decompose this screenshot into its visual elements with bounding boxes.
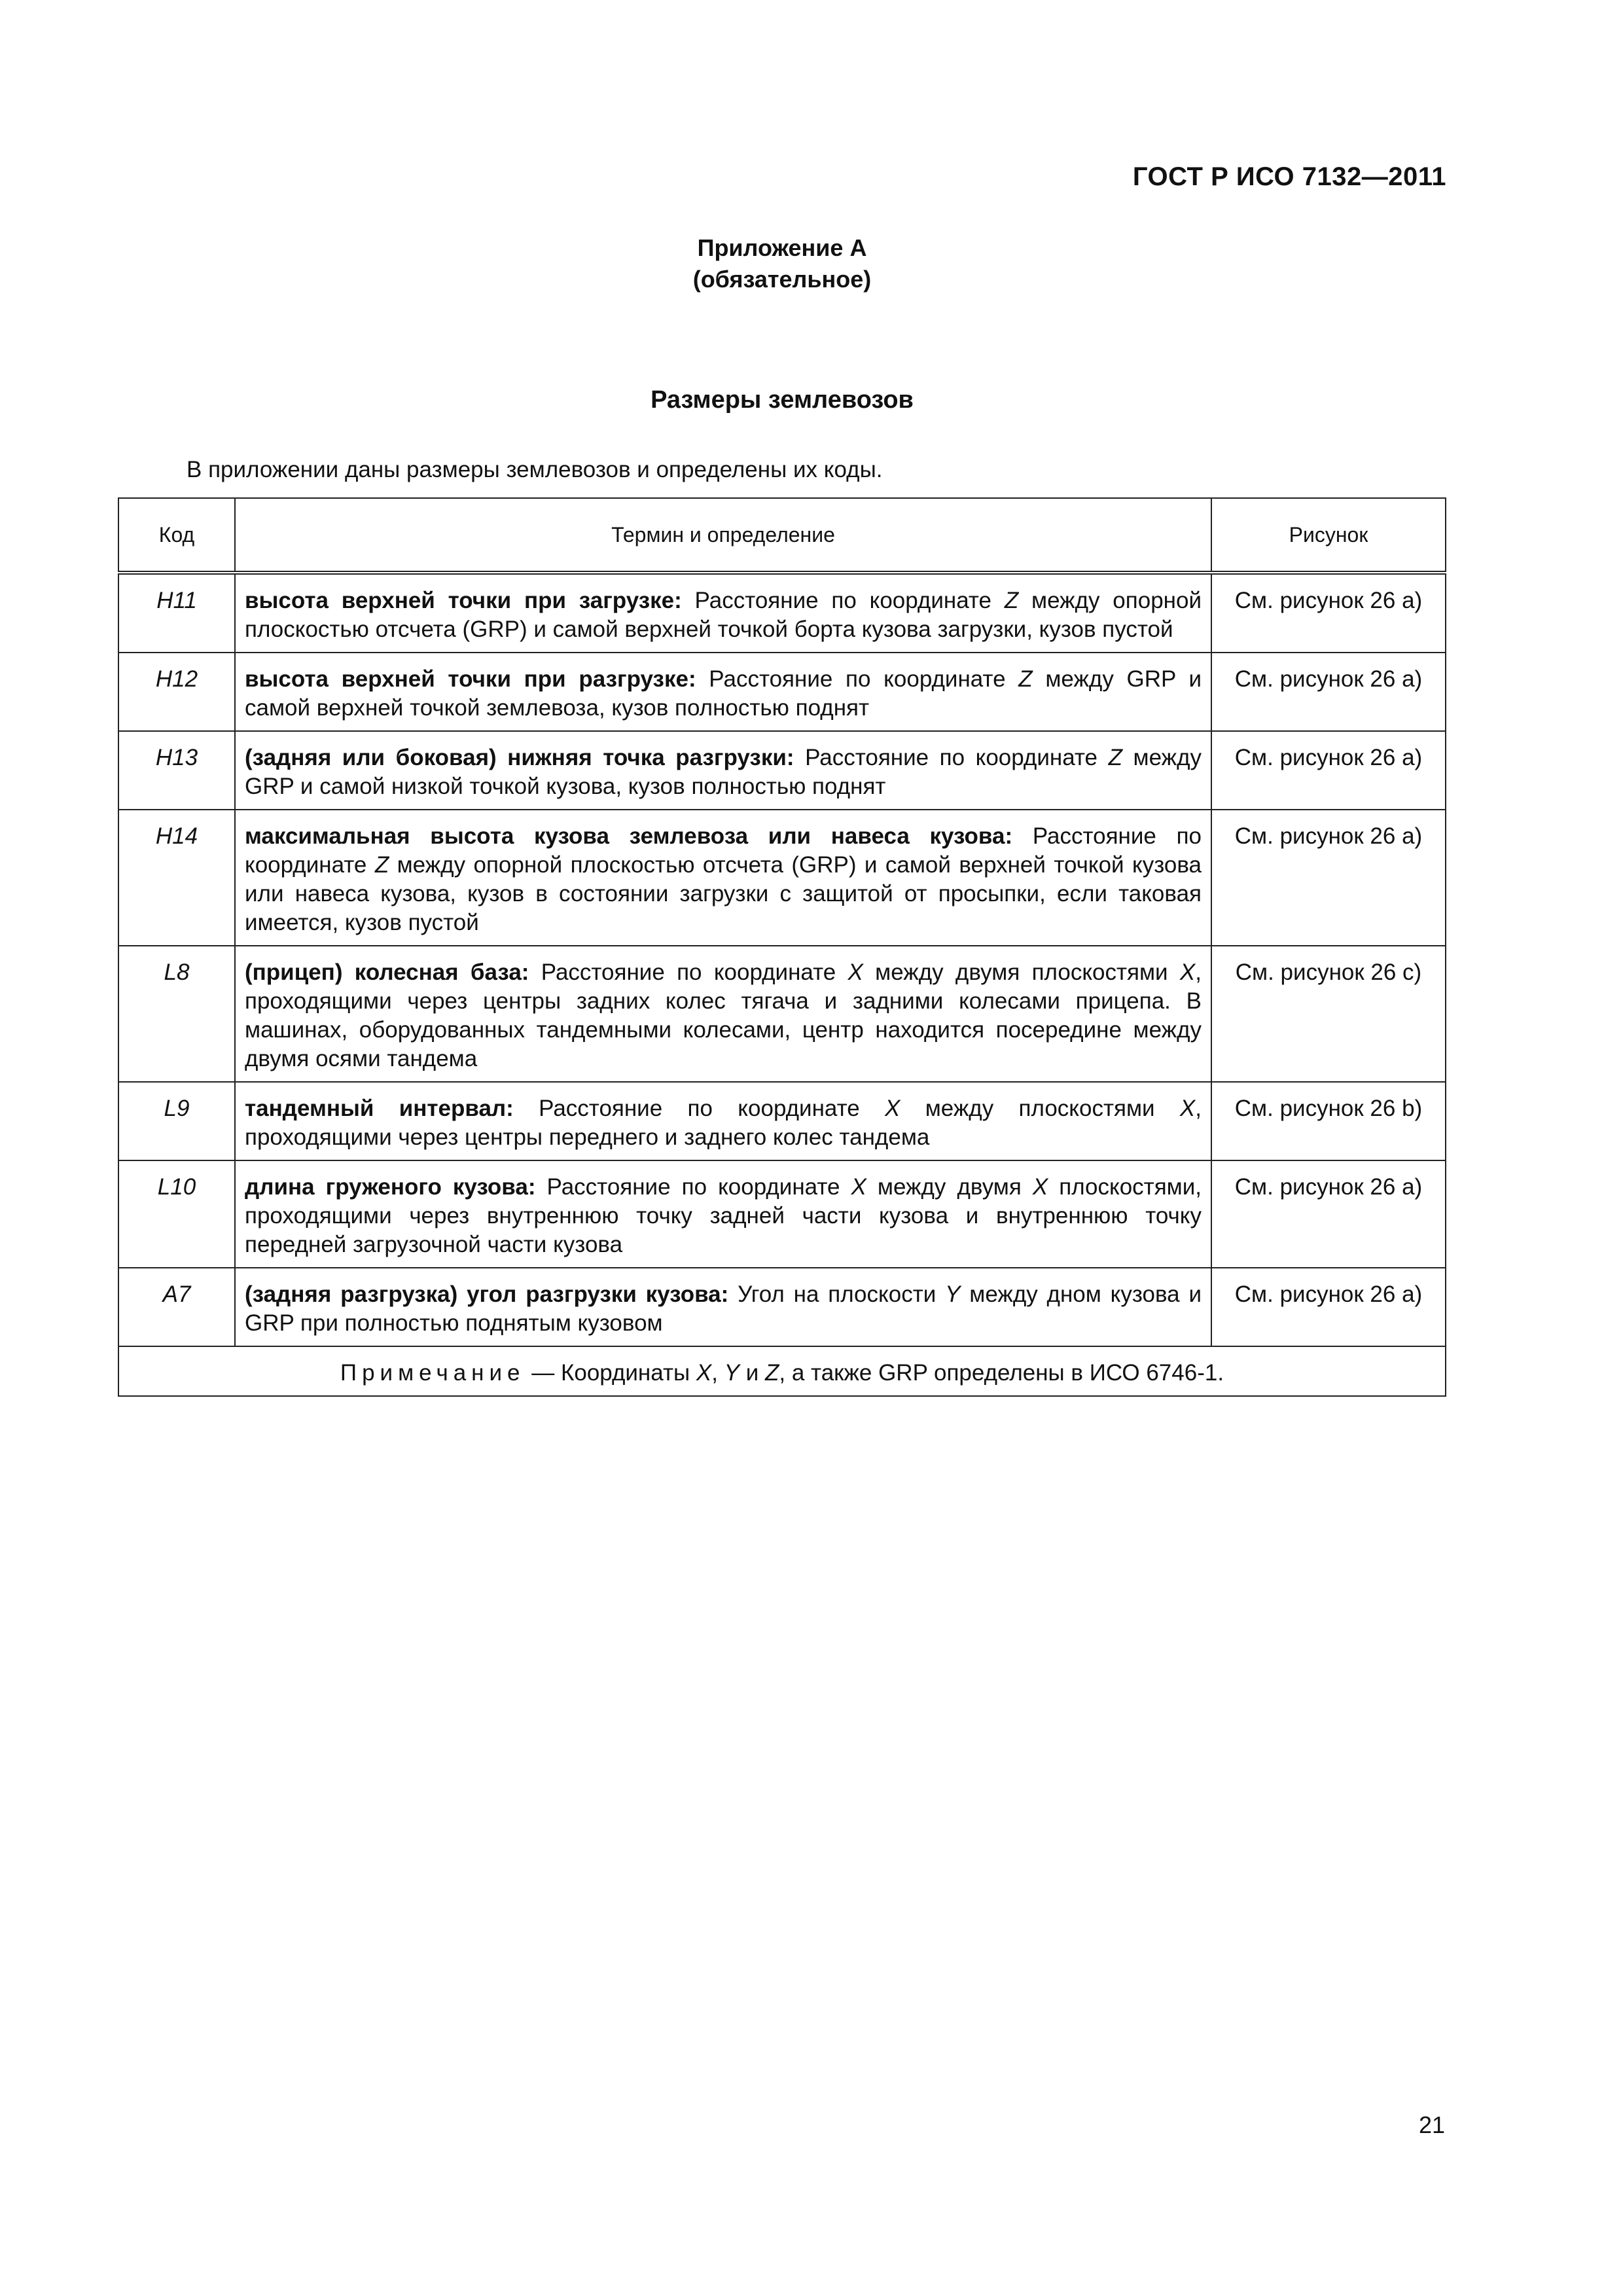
coordinate-variable: Z bbox=[1004, 588, 1019, 613]
definition-text: плоскостями, проходящими через внутреннюю точку задней части кузова и внутреннюю точку передней загрузочной части кузова bbox=[245, 1174, 1202, 1257]
row-definition bbox=[235, 1268, 1211, 1346]
definition-text: Расстояние по координате bbox=[681, 588, 1005, 613]
dimensions-table bbox=[118, 497, 1446, 1397]
coordinate-variable: X bbox=[1179, 960, 1196, 985]
coordinate-variable: X bbox=[1032, 1174, 1048, 1200]
table-row bbox=[118, 653, 1446, 731]
note-text: — Координаты bbox=[525, 1360, 696, 1386]
coordinate-variable: Z bbox=[765, 1360, 779, 1386]
row-figure-ref: См. рисунок 26 a) bbox=[1211, 653, 1446, 731]
definition-text: между GRP и самой низкой точкой кузова, кузов полностью поднят bbox=[245, 745, 1202, 799]
page-number: 21 bbox=[1418, 2111, 1445, 2138]
definition-text: Расстояние по координате bbox=[794, 745, 1109, 770]
row-figure-ref: См. рисунок 26 a) bbox=[1211, 573, 1446, 653]
table-row bbox=[118, 1268, 1446, 1346]
row-code: H13 bbox=[118, 731, 235, 810]
table-note-row bbox=[118, 1346, 1446, 1396]
coordinate-variable: Z bbox=[1108, 745, 1122, 770]
note-text: , а также GRP определены в ИСО 6746-1. bbox=[779, 1360, 1224, 1386]
row-figure-ref: См. рисунок 26 a) bbox=[1211, 810, 1446, 946]
intro-paragraph: В приложении даны размеры землевозов и определены их коды. bbox=[187, 457, 883, 482]
note-label: Примечание bbox=[340, 1360, 526, 1386]
coordinate-variable: Y bbox=[945, 1282, 961, 1307]
term-name: тандемный интервал: bbox=[245, 1096, 514, 1121]
term-name: (задняя разгрузка) угол разгрузки кузова: bbox=[245, 1282, 729, 1307]
annex-heading bbox=[0, 232, 1564, 295]
header-code: Код bbox=[118, 498, 235, 573]
row-code: L8 bbox=[118, 946, 235, 1082]
row-code: A7 bbox=[118, 1268, 235, 1346]
definition-text: между опорной плоскостью отсчета (GRP) и самой верхней точкой борта кузова загрузки, кузов пустой bbox=[245, 588, 1202, 642]
definition-text: Расстояние по координате bbox=[535, 1174, 851, 1200]
annex-title: Приложение А bbox=[697, 234, 867, 261]
annex-status: (обязательное) bbox=[692, 266, 872, 293]
row-code: H14 bbox=[118, 810, 235, 946]
row-figure-ref: См. рисунок 26 a) bbox=[1211, 1268, 1446, 1346]
row-figure-ref: См. рисунок 26 a) bbox=[1211, 731, 1446, 810]
term-name: высота верхней точки при разгрузке: bbox=[245, 666, 696, 692]
definition-text: между GRP и самой верхней точкой землевоза, кузов полностью поднят bbox=[245, 666, 1202, 721]
definition-text: между двумя bbox=[866, 1174, 1033, 1200]
coordinate-variable: X bbox=[1179, 1096, 1196, 1121]
term-name: максимальная высота кузова землевоза или навеса кузова: bbox=[245, 823, 1013, 849]
table-row bbox=[118, 946, 1446, 1082]
term-name: высота верхней точки при загрузке: bbox=[245, 588, 682, 613]
row-definition bbox=[235, 731, 1211, 810]
row-figure-ref: См. рисунок 26 b) bbox=[1211, 1082, 1446, 1160]
definition-text: , проходящими через центры задних колес тягача и задними колесами прицепа. В машинах, оборудованных тандемными колесами, центр находится посередине между двумя осями тандема bbox=[245, 960, 1202, 1071]
row-code: L9 bbox=[118, 1082, 235, 1160]
note-text: , bbox=[711, 1360, 724, 1386]
row-definition bbox=[235, 653, 1211, 731]
coordinate-variable: X bbox=[696, 1360, 712, 1386]
definition-text: между двумя плоскостями bbox=[863, 960, 1180, 985]
term-name: длина груженого кузова: bbox=[245, 1174, 536, 1200]
coordinate-variable: X bbox=[851, 1174, 866, 1200]
term-name: (прицеп) колесная база: bbox=[245, 960, 529, 985]
definition-text: между плоскостями bbox=[900, 1096, 1180, 1121]
row-code: H12 bbox=[118, 653, 235, 731]
coordinate-variable: X bbox=[847, 960, 863, 985]
row-figure-ref: См. рисунок 26 a) bbox=[1211, 1160, 1446, 1268]
coordinate-variable: Z bbox=[374, 852, 389, 878]
definition-text: Расстояние по координате bbox=[513, 1096, 885, 1121]
standard-number: ГОСТ Р ИСО 7132—2011 bbox=[1132, 162, 1446, 191]
definition-text: Расстояние по координате bbox=[529, 960, 848, 985]
definition-text: между дном кузова и GRP при полностью поднятым кузовом bbox=[245, 1282, 1202, 1336]
row-definition bbox=[235, 1160, 1211, 1268]
row-code: L10 bbox=[118, 1160, 235, 1268]
table-header-row bbox=[118, 498, 1446, 573]
section-title: Размеры землевозов bbox=[651, 386, 914, 414]
table-row bbox=[118, 731, 1446, 810]
table-row bbox=[118, 573, 1446, 653]
table-row bbox=[118, 810, 1446, 946]
row-definition bbox=[235, 946, 1211, 1082]
header-figure: Рисунок bbox=[1211, 498, 1446, 573]
coordinate-variable: X bbox=[885, 1096, 901, 1121]
row-figure-ref: См. рисунок 26 c) bbox=[1211, 946, 1446, 1082]
table-row bbox=[118, 1082, 1446, 1160]
row-definition bbox=[235, 1082, 1211, 1160]
row-code: H11 bbox=[118, 573, 235, 653]
definition-text: , проходящими через центры переднего и заднего колес тандема bbox=[245, 1096, 1202, 1150]
row-definition bbox=[235, 573, 1211, 653]
table-note bbox=[118, 1346, 1446, 1396]
table-row bbox=[118, 1160, 1446, 1268]
definition-text: между опорной плоскостью отсчета (GRP) и самой верхней точкой кузова или навеса кузова, кузов в состоянии загрузки с защитой от просыпки, если таковая имеется, кузов пустой bbox=[245, 852, 1202, 935]
coordinate-variable: Z bbox=[1018, 666, 1033, 692]
header-term: Термин и определение bbox=[235, 498, 1211, 573]
definition-text: Угол на плоскости bbox=[728, 1282, 946, 1307]
definition-text: Расстояние по координате bbox=[696, 666, 1019, 692]
note-text: и bbox=[740, 1360, 766, 1386]
definition-text: Расстояние по координате bbox=[245, 823, 1202, 878]
coordinate-variable: Y bbox=[724, 1360, 740, 1386]
row-definition bbox=[235, 810, 1211, 946]
term-name: (задняя или боковая) нижняя точка разгрузки: bbox=[245, 745, 794, 770]
